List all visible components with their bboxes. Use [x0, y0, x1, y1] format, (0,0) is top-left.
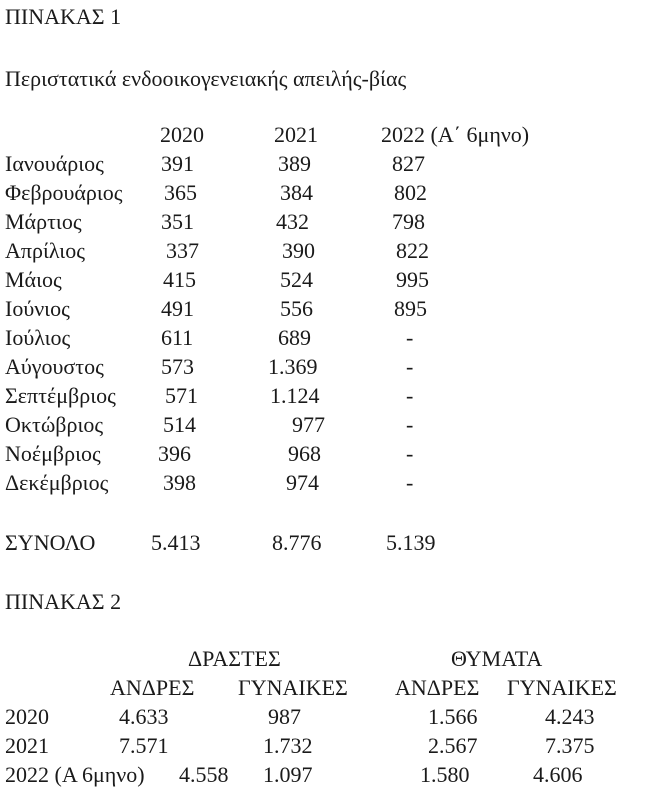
value-2022: -	[406, 470, 414, 495]
value-2020: 337	[166, 238, 199, 263]
vic-men-value: 1.580	[420, 762, 470, 787]
month-label: Μάιος	[5, 267, 62, 292]
value-2022: -	[406, 354, 414, 379]
value-2021: 968	[288, 441, 321, 466]
perp-women-value: 1.097	[263, 762, 313, 787]
year-label: 2021	[5, 733, 49, 758]
value-2021: 689	[278, 325, 311, 350]
vic-men-value: 2.567	[428, 733, 478, 758]
value-2020: 415	[163, 267, 196, 292]
col-header-2021: 2021	[274, 122, 318, 147]
perp-women-value: 987	[268, 704, 301, 729]
value-2020: 398	[163, 470, 196, 495]
value-2020: 571	[165, 383, 198, 408]
month-label: Αύγουστος	[5, 354, 104, 379]
value-2022: 802	[394, 180, 427, 205]
value-2022: -	[406, 325, 414, 350]
month-label: Ιούνιος	[5, 296, 70, 321]
total-2020: 5.413	[151, 530, 201, 555]
value-2021: 390	[282, 238, 315, 263]
value-2021: 432	[276, 209, 309, 234]
value-2020: 514	[163, 412, 196, 437]
perp-men-value: 7.571	[119, 733, 169, 758]
month-label: Ιούλιος	[5, 325, 71, 350]
month-label: Σεπτέμβριος	[5, 383, 116, 408]
vic-women-value: 7.375	[545, 733, 595, 758]
value-2020: 611	[161, 325, 194, 350]
perp-men-value: 4.558	[179, 762, 229, 787]
subheader-vic-women: ΓΥΝΑΙΚΕΣ	[507, 675, 617, 700]
value-2022: -	[406, 441, 414, 466]
vic-women-value: 4.243	[545, 704, 595, 729]
value-2021: 384	[280, 180, 313, 205]
vic-women-value: 4.606	[533, 762, 583, 787]
subheader-perp-men: ΑΝΔΡΕΣ	[110, 675, 195, 700]
perp-women-value: 1.732	[263, 733, 313, 758]
total-2022: 5.139	[386, 530, 436, 555]
col-header-2020: 2020	[160, 122, 204, 147]
month-label: Δεκέμβριος	[5, 470, 109, 495]
value-2021: 977	[292, 412, 325, 437]
value-2022: -	[406, 383, 414, 408]
value-2021: 524	[280, 267, 313, 292]
value-2022: 895	[394, 296, 427, 321]
value-2022: 798	[392, 209, 425, 234]
vic-men-value: 1.566	[428, 704, 478, 729]
col-header-2022: 2022 (Α΄ 6μηνο)	[381, 122, 530, 147]
table2-heading: ΠΙΝΑΚΑΣ 2	[5, 589, 122, 614]
subheader-vic-men: ΑΝΔΡΕΣ	[395, 675, 480, 700]
subheader-perp-women: ΓΥΝΑΙΚΕΣ	[238, 675, 348, 700]
month-label: Μάρτιος	[5, 209, 82, 234]
month-label: Ιανουάριος	[5, 151, 104, 176]
total-label: ΣΥΝΟΛΟ	[5, 530, 96, 555]
year-label: 2022 (Α 6μηνο)	[5, 762, 145, 787]
value-2021: 1.124	[270, 383, 320, 408]
table1-heading: ΠΙΝΑΚΑΣ 1	[5, 4, 122, 29]
value-2020: 491	[161, 296, 194, 321]
month-label: Οκτώβριος	[5, 412, 104, 437]
value-2020: 365	[164, 180, 197, 205]
value-2022: 995	[396, 267, 429, 292]
table1-subtitle: Περιστατικά ενδοοικογενειακής απειλής-βίας	[5, 66, 407, 91]
year-label: 2020	[5, 704, 49, 729]
group-header-victims: ΘΥΜΑΤΑ	[451, 646, 543, 671]
value-2021: 556	[280, 296, 313, 321]
group-header-perpetrators: ΔΡΑΣΤΕΣ	[188, 646, 281, 671]
month-label: Νοέμβριος	[5, 441, 101, 466]
total-2021: 8.776	[272, 530, 322, 555]
value-2021: 389	[278, 151, 311, 176]
value-2020: 573	[161, 354, 194, 379]
value-2021: 1.369	[268, 354, 318, 379]
month-label: Απρίλιος	[5, 238, 85, 263]
month-label: Φεβρουάριος	[5, 180, 123, 205]
value-2020: 391	[161, 151, 194, 176]
value-2020: 351	[161, 209, 194, 234]
value-2022: 827	[392, 151, 425, 176]
value-2022: -	[406, 412, 414, 437]
perp-men-value: 4.633	[119, 704, 169, 729]
value-2022: 822	[396, 238, 429, 263]
value-2021: 974	[286, 470, 319, 495]
value-2020: 396	[158, 441, 191, 466]
